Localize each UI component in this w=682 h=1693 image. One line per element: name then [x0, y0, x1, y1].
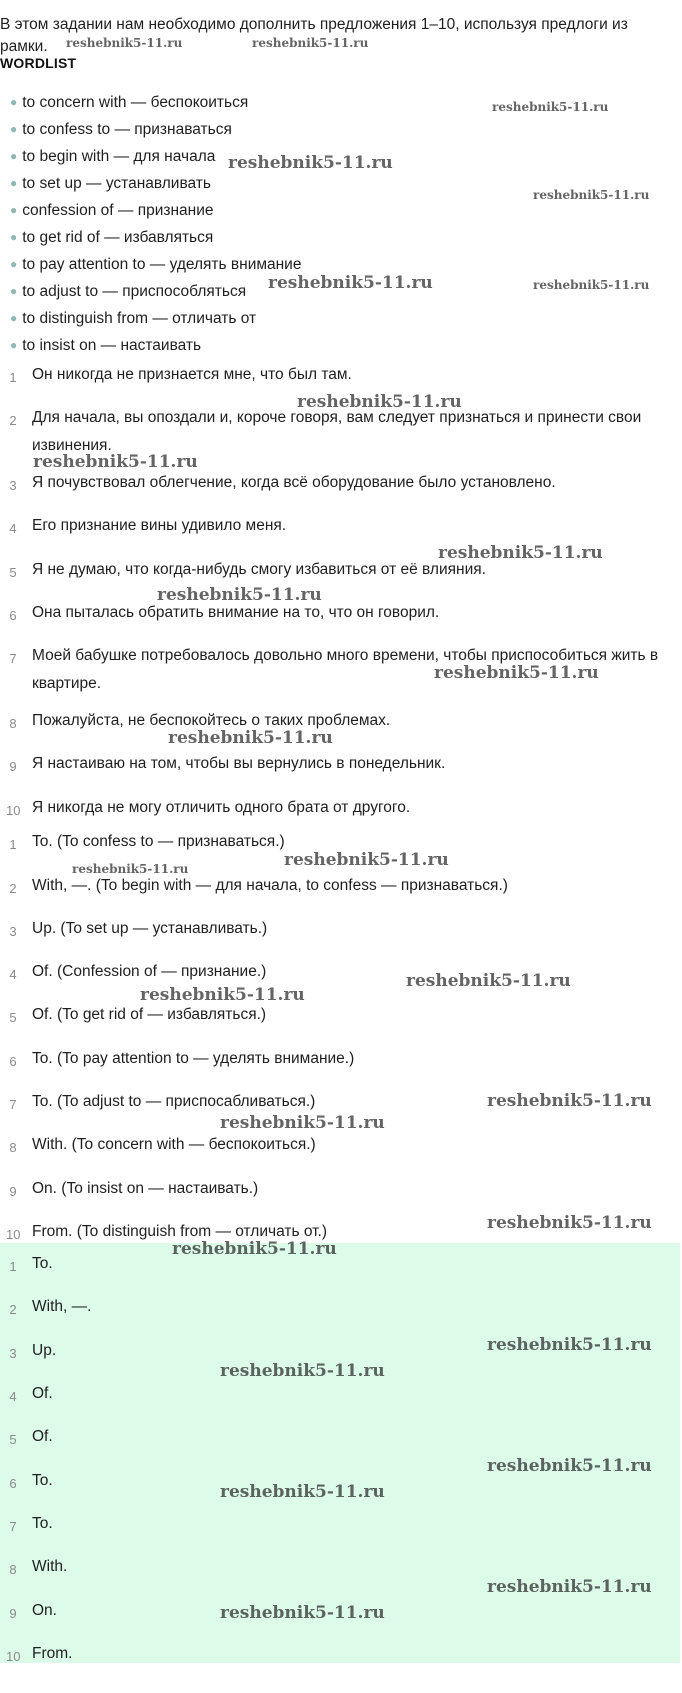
wordlist-item: ● to set up — устанавливать — [10, 175, 211, 192]
watermark: reshebnik5-11.ru — [228, 153, 393, 173]
watermark: reshebnik5-11.ru — [487, 1335, 652, 1355]
answer-number: 4 — [9, 1389, 17, 1404]
sentence-number: 1 — [9, 370, 17, 385]
sentence-text: Я никогда не могу отличить одного брата от другого. — [32, 799, 411, 816]
answer-text: With, —. — [32, 1298, 92, 1315]
sentence-number: 3 — [9, 478, 17, 493]
sentence-text: Я настаиваю на том, чтобы вы вернулись в понедельник. — [32, 755, 446, 772]
explanation-text: From. (To distinguish from — отличать от.) — [32, 1223, 327, 1240]
answer-number: 9 — [9, 1606, 17, 1621]
bullet-icon: ● — [10, 122, 18, 136]
sentence-number: 4 — [9, 521, 17, 536]
explanation-number: 3 — [9, 924, 17, 939]
watermark: reshebnik5-11.ru — [252, 36, 369, 50]
wordlist-item: ● to distinguish from — отличать от — [10, 310, 257, 327]
answer-text: Up. — [32, 1342, 57, 1359]
wordlist-item: ● to begin with — для начала — [10, 148, 216, 165]
sentence-text: Моей бабушке потребовалось довольно много времени, чтобы приспособиться жить в квартире. — [32, 647, 659, 692]
watermark: reshebnik5-11.ru — [297, 392, 462, 412]
watermark: reshebnik5-11.ru — [140, 985, 305, 1005]
answers-panel — [0, 1243, 680, 1663]
watermark: reshebnik5-11.ru — [487, 1456, 652, 1476]
watermark: reshebnik5-11.ru — [268, 273, 433, 293]
answer-number: 7 — [9, 1519, 17, 1534]
watermark: reshebnik5-11.ru — [220, 1603, 385, 1623]
watermark: reshebnik5-11.ru — [157, 585, 322, 605]
sentence-number: 2 — [9, 413, 17, 428]
watermark: reshebnik5-11.ru — [492, 100, 609, 114]
bullet-icon: ● — [10, 257, 18, 271]
watermark: reshebnik5-11.ru — [533, 188, 650, 202]
watermark: reshebnik5-11.ru — [172, 1239, 337, 1259]
sentence-number: 10 — [6, 803, 21, 818]
explanation-number: 9 — [9, 1184, 17, 1199]
bullet-icon: ● — [10, 230, 18, 244]
sentence-text: Для начала, вы опоздали и, короче говоря, вам следует признаться и принести свои извинения. — [32, 409, 642, 454]
wordlist-item: ● to get rid of — избавляться — [10, 229, 214, 246]
wordlist-item: ● confession of — признание — [10, 202, 214, 219]
intro-text: В этом задании нам необходимо дополнить предложения 1–10, используя предлоги из рамки. — [0, 16, 628, 55]
explanation-number: 1 — [9, 837, 17, 852]
explanation-number: 6 — [9, 1054, 17, 1069]
answer-text: To. — [32, 1255, 53, 1272]
wordlist-title: WORDLIST — [0, 55, 77, 71]
wordlist-item: ● to concern with — беспокоиться — [10, 94, 249, 111]
answer-text: On. — [32, 1602, 57, 1619]
wordlist-item: ● to confess to — признаваться — [10, 121, 232, 138]
bullet-icon: ● — [10, 284, 18, 298]
explanation-number: 8 — [9, 1140, 17, 1155]
sentence-text: Он никогда не признается мне, что был там. — [32, 366, 352, 383]
explanation-text: To. (To adjust to — приспосабливаться.) — [32, 1093, 316, 1110]
answer-text: From. — [32, 1645, 73, 1662]
sentence-number: 9 — [9, 759, 17, 774]
answer-text: Of. — [32, 1385, 53, 1402]
watermark: reshebnik5-11.ru — [72, 862, 189, 876]
bullet-icon: ● — [10, 338, 18, 352]
answer-number: 5 — [9, 1432, 17, 1447]
bullet-icon: ● — [10, 149, 18, 163]
watermark: reshebnik5-11.ru — [220, 1482, 385, 1502]
watermark: reshebnik5-11.ru — [220, 1113, 385, 1133]
watermark: reshebnik5-11.ru — [487, 1213, 652, 1233]
sentence-number: 7 — [9, 651, 17, 666]
watermark: reshebnik5-11.ru — [66, 36, 183, 50]
explanation-text: To. (To confess to — признаваться.) — [32, 833, 285, 850]
watermark: reshebnik5-11.ru — [487, 1091, 652, 1111]
bullet-icon: ● — [10, 176, 18, 190]
answer-number: 1 — [9, 1259, 17, 1274]
answer-number: 2 — [9, 1302, 17, 1317]
watermark: reshebnik5-11.ru — [533, 278, 650, 292]
explanation-number: 10 — [6, 1227, 21, 1242]
watermark: reshebnik5-11.ru — [406, 971, 571, 991]
explanation-text: Up. (To set up — устанавливать.) — [32, 920, 268, 937]
watermark: reshebnik5-11.ru — [284, 850, 449, 870]
explanation-number: 2 — [9, 881, 17, 896]
explanation-text: With, —. (To begin with — для начала, to confess — признаваться.) — [32, 877, 508, 894]
watermark: reshebnik5-11.ru — [33, 452, 198, 472]
answer-number: 10 — [6, 1649, 21, 1664]
answer-text: Of. — [32, 1428, 53, 1445]
bullet-icon: ● — [10, 95, 18, 109]
sentence-number: 6 — [9, 608, 17, 623]
answer-text: To. — [32, 1515, 53, 1532]
explanation-text: With. (To concern with — беспокоиться.) — [32, 1136, 316, 1153]
watermark: reshebnik5-11.ru — [168, 728, 333, 748]
answer-text: To. — [32, 1472, 53, 1489]
sentence-number: 8 — [9, 716, 17, 731]
answer-number: 6 — [9, 1476, 17, 1491]
sentence-text: Я не думаю, что когда-нибудь смогу избавиться от её влияния. — [32, 561, 486, 578]
sentence-number: 5 — [9, 565, 17, 580]
answer-text: With. — [32, 1558, 68, 1575]
bullet-icon: ● — [10, 311, 18, 325]
watermark: reshebnik5-11.ru — [487, 1577, 652, 1597]
sentence-text: Я почувствовал облегчение, когда всё оборудование было установлено. — [32, 474, 556, 491]
answer-number: 8 — [9, 1562, 17, 1577]
watermark: reshebnik5-11.ru — [220, 1361, 385, 1381]
wordlist-item: ● to pay attention to — уделять внимание — [10, 256, 302, 273]
watermark: reshebnik5-11.ru — [438, 543, 603, 563]
sentence-text: Пожалуйста, не беспокойтесь о таких проблемах. — [32, 712, 391, 729]
sentence-text: Она пыталась обратить внимание на то, что он говорил. — [32, 604, 440, 621]
explanation-text: To. (To pay attention to — уделять внимание.) — [32, 1050, 355, 1067]
wordlist-item: ● to adjust to — приспособляться — [10, 283, 247, 300]
bullet-icon: ● — [10, 203, 18, 217]
explanation-number: 4 — [9, 967, 17, 982]
explanation-text: Of. (To get rid of — избавляться.) — [32, 1006, 267, 1023]
wordlist-item: ● to insist on — настаивать — [10, 337, 202, 354]
explanation-text: Of. (Confession of — признание.) — [32, 963, 267, 980]
sentence-text: Его признание вины удивило меня. — [32, 517, 287, 534]
explanation-number: 5 — [9, 1010, 17, 1025]
answer-number: 3 — [9, 1346, 17, 1361]
watermark: reshebnik5-11.ru — [434, 663, 599, 683]
explanation-number: 7 — [9, 1097, 17, 1112]
explanation-text: On. (To insist on — настаивать.) — [32, 1180, 259, 1197]
